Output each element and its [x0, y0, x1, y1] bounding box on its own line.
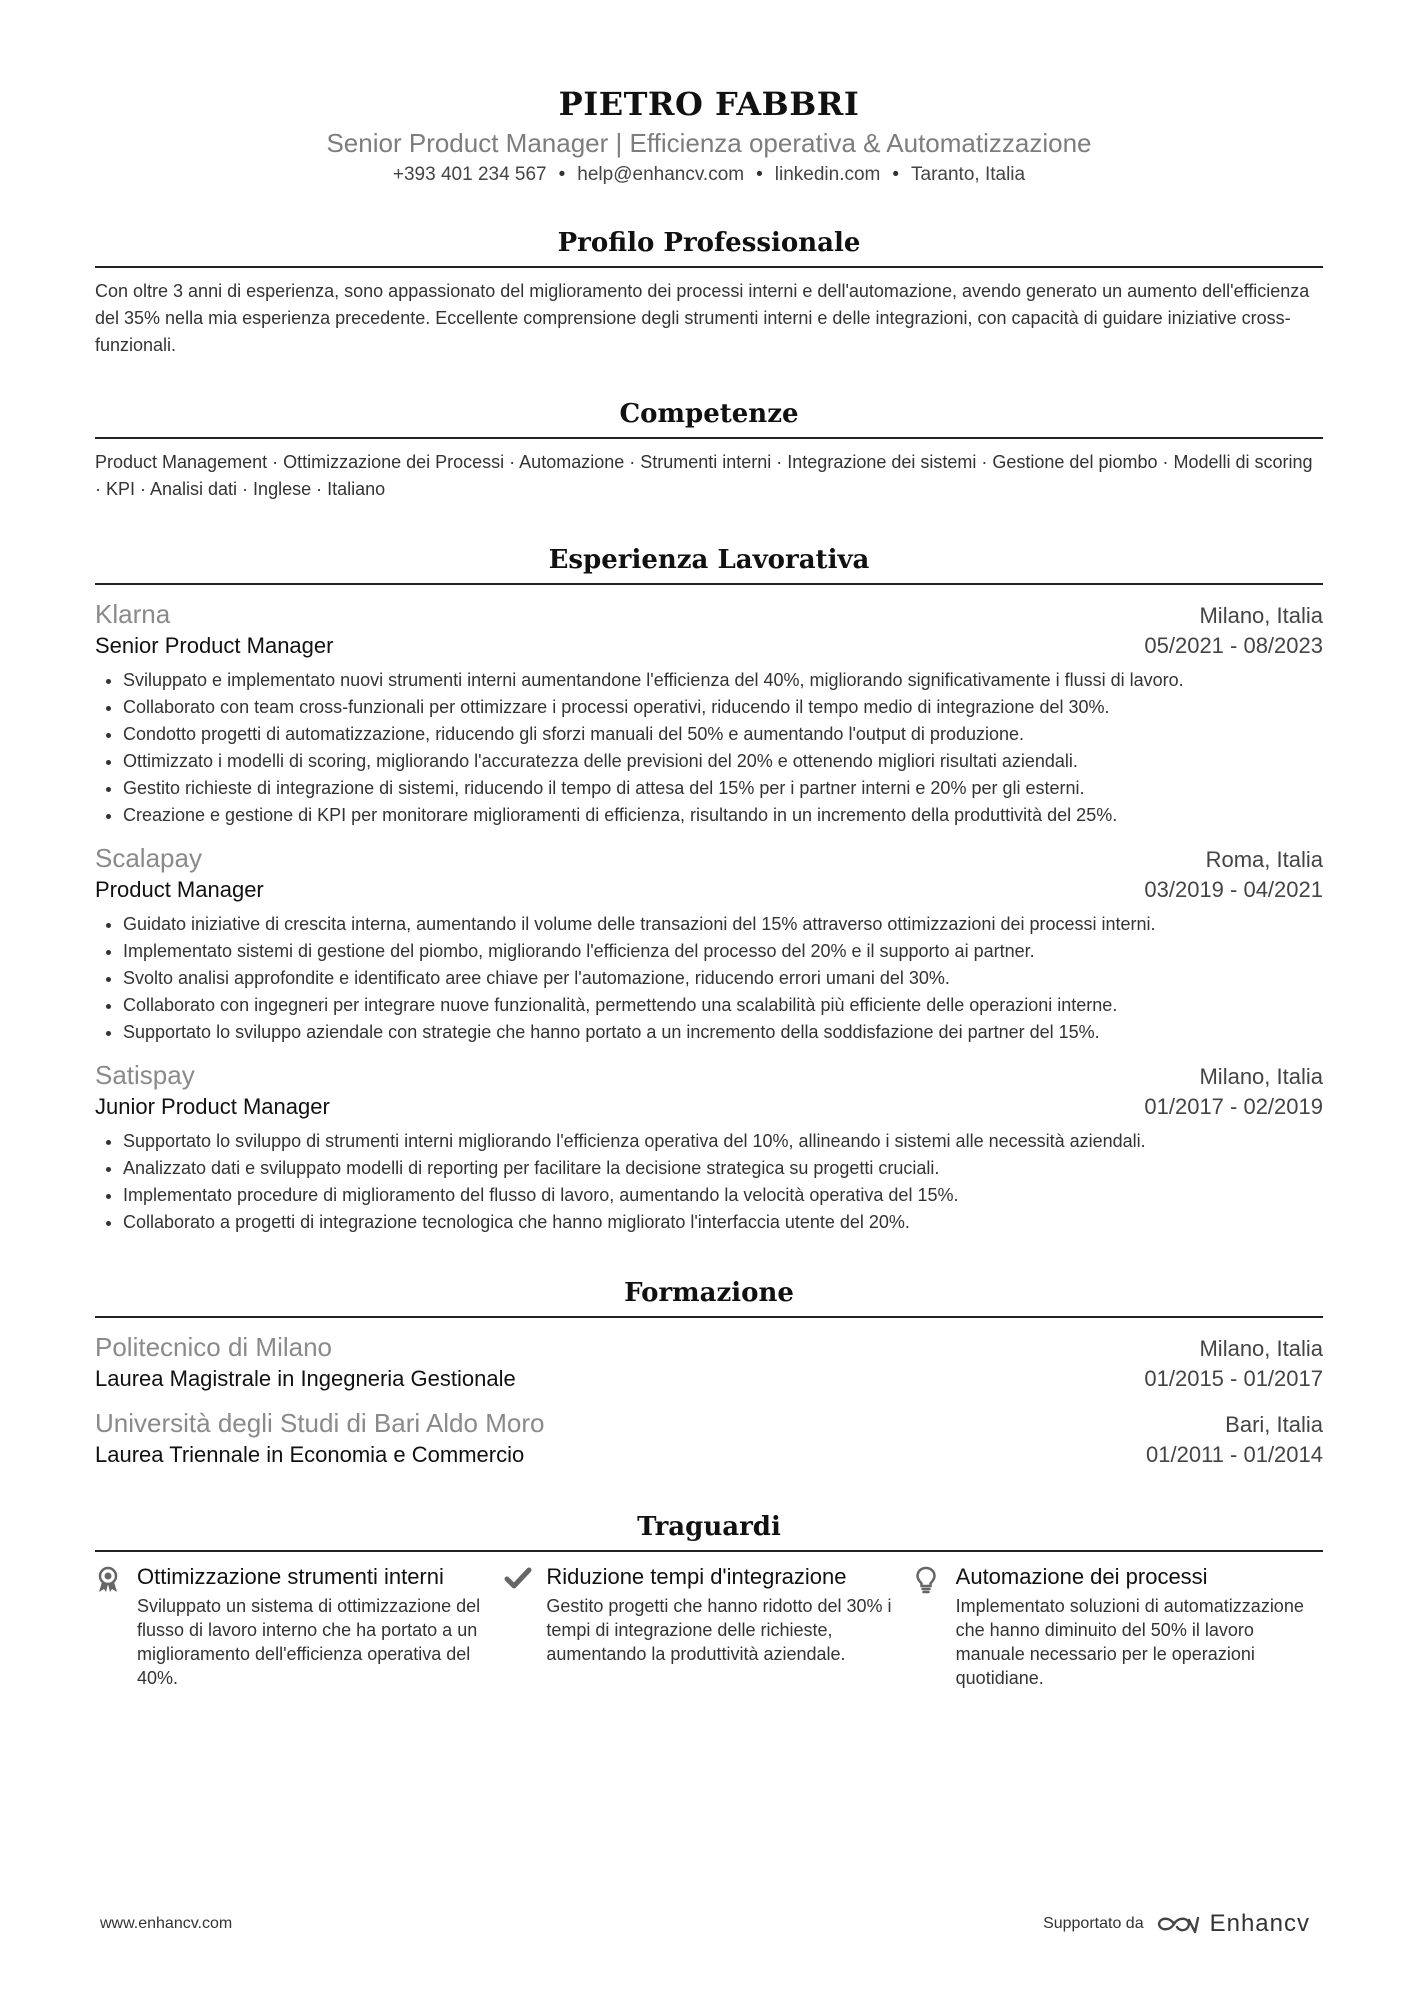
job-bullets: [95, 911, 1323, 1046]
bullet-item: • Svolto analisi approfondite e identificato aree chiave per l'automazione, riducendo errori umani del 30%.: [123, 965, 1323, 992]
bullet-item: • Ottimizzato i modelli di scoring, migliorando l'accuratezza delle previsioni del 20% e ottenendo migliori risultati aziendali.: [123, 748, 1323, 775]
footer-website[interactable]: www.enhancv.com: [100, 1915, 233, 1932]
contact-line: [95, 162, 1323, 188]
bullet-item: • Collaborato a progetti di integrazione tecnologica che hanno migliorato l'interfaccia utente del 20%.: [123, 1209, 1323, 1236]
powered-label: Supportato da: [1043, 1915, 1144, 1932]
job-role: Senior Product Manager: [95, 633, 334, 658]
contact-phone: +393 401 234 567: [392, 164, 547, 185]
school-location: Milano, Italia: [1199, 1336, 1323, 1361]
education-entry: [95, 1330, 1323, 1394]
section-title: Formazione: [95, 1276, 1323, 1318]
candidate-name: PIETRO FABBRI: [558, 85, 860, 123]
skills-list: Product Management · Ottimizzazione dei Processi · Automazione · Strumenti interni · Integrazione dei sistemi · Gestione del piombo · Modelli di scoring · KPI · Analisi dati · Inglese · Italiano: [95, 452, 1313, 499]
bullet-item: • Collaborato con team cross-funzionali per ottimizzare i processi operativi, riducendo il tempo medio di integrazione del 30%.: [123, 694, 1323, 721]
resume-header: [95, 0, 1323, 188]
page-footer: [100, 1910, 1310, 1938]
school-name: Università degli Studi di Bari Aldo Moro: [95, 1408, 545, 1438]
award-icon: [95, 1565, 121, 1593]
bullet-item: • Guidato iniziative di crescita interna, aumentando il volume delle transazioni del 15% attraverso ottimizzazioni dei processi interni.: [123, 911, 1323, 938]
achievement-item: [95, 1562, 504, 1690]
section-title: Competenze: [95, 397, 1323, 439]
bullet-item: • Creazione e gestione di KPI per monitorare miglioramenti di efficienza, risultando in un incremento della produttività del 25%.: [123, 802, 1323, 829]
achievement-item: [504, 1562, 913, 1690]
bullet-item: • Sviluppato e implementato nuovi strumenti interni aumentandone l'efficienza del 40%, migliorando significativamente i flussi di lavoro.: [123, 667, 1323, 694]
achievements-grid: [95, 1562, 1323, 1690]
section-title: Profilo Professionale: [95, 226, 1323, 268]
job-entry: [95, 597, 1323, 829]
skills-section: [95, 397, 1323, 503]
job-dates: 03/2019 - 04/2021: [1144, 877, 1323, 902]
job-dates: 05/2021 - 08/2023: [1144, 633, 1323, 658]
experience-section: [95, 543, 1323, 1236]
profile-text: Con oltre 3 anni di esperienza, sono appassionato del miglioramento dei processi interni e dell'automazione, avendo generato un aumento dell'efficienza del 35% nella mia esperienza precedente. Eccellente comprensione degli strumenti interni e delle integrazioni, con capacità di guidare iniziative cross-funzionali.: [95, 281, 1310, 355]
enhancv-brand: Enhancv: [1209, 1910, 1310, 1937]
job-dates: 01/2017 - 02/2019: [1144, 1094, 1323, 1119]
job-role: Product Manager: [95, 877, 264, 902]
check-icon: [504, 1565, 532, 1591]
lightbulb-icon: [914, 1565, 938, 1595]
section-title: Esperienza Lavorativa: [95, 543, 1323, 585]
achievement-title: Automazione dei processi: [955, 1564, 1208, 1589]
achievement-desc: Implementato soluzioni di automatizzazione che hanno diminuito del 50% il lavoro manuale necessario per le operazioni quotidiane.: [955, 1596, 1304, 1688]
bullet-item: • Supportato lo sviluppo aziendale con strategie che hanno portato a un incremento della soddisfazione dei partner del 15%.: [123, 1019, 1323, 1046]
bullet-item: • Gestito richieste di integrazione di sistemi, riducendo il tempo di attesa del 15% per i partner interni e 20% per gli esterni.: [123, 775, 1323, 802]
candidate-headline: Senior Product Manager | Efficienza operativa & Automatizzazione: [326, 128, 1092, 158]
bullet-item: • Implementato sistemi di gestione del piombo, migliorando l'efficienza del processo del 20% e il supporto ai partner.: [123, 938, 1323, 965]
bullet-item: • Analizzato dati e sviluppato modelli di reporting per facilitare la decisione strategica su progetti cruciali.: [123, 1155, 1323, 1182]
education-entry: [95, 1406, 1323, 1470]
degree-name: Laurea Triennale in Economia e Commercio: [95, 1442, 525, 1467]
achievement-desc: Sviluppato un sistema di ottimizzazione del flusso di lavoro interno che ha portato a un miglioramento dell'efficienza operativa del 40%.: [137, 1596, 481, 1688]
contact-email[interactable]: help@enhancv.com: [577, 164, 745, 185]
company-name: Klarna: [95, 599, 171, 629]
contact-linkedin[interactable]: linkedin.com: [774, 164, 881, 185]
bullet-item: • Collaborato con ingegneri per integrare nuove funzionalità, permettendo una scalabilità più efficiente delle operazioni interne.: [123, 992, 1323, 1019]
school-location: Bari, Italia: [1225, 1412, 1323, 1437]
bullet-item: • Implementato procedure di miglioramento del flusso di lavoro, aumentando la velocità operativa del 15%.: [123, 1182, 1323, 1209]
job-bullets: [95, 1128, 1323, 1236]
education-dates: 01/2015 - 01/2017: [1144, 1366, 1323, 1391]
job-location: Milano, Italia: [1199, 1064, 1323, 1089]
job-entry: [95, 841, 1323, 1046]
achievements-section: [95, 1510, 1323, 1690]
separator-dot: •: [756, 164, 763, 185]
separator-dot: •: [892, 164, 900, 185]
job-role: Junior Product Manager: [95, 1094, 330, 1119]
education-dates: 01/2011 - 01/2014: [1146, 1442, 1323, 1467]
job-bullets: [95, 667, 1323, 829]
enhancv-logo-icon: [1154, 1912, 1200, 1936]
job-entry: [95, 1058, 1323, 1236]
achievement-title: Riduzione tempi d'integrazione: [546, 1564, 847, 1589]
section-title: Traguardi: [95, 1510, 1323, 1552]
separator-dot: •: [558, 164, 566, 185]
school-name: Politecnico di Milano: [95, 1332, 333, 1362]
profile-section: [95, 226, 1323, 359]
company-name: Scalapay: [95, 843, 202, 873]
education-section: [95, 1276, 1323, 1470]
resume-content: [95, 0, 1323, 1690]
bullet-item: • Supportato lo sviluppo di strumenti interni migliorando l'efficienza operativa del 10%, allineando i sistemi alle necessità aziendali.: [123, 1128, 1323, 1155]
achievement-item: [914, 1562, 1323, 1690]
bullet-item: • Condotto progetti di automatizzazione, riducendo gli sforzi manuali del 50% e aumentando l'output di produzione.: [123, 721, 1323, 748]
achievement-desc: Gestito progetti che hanno ridotto del 30% i tempi di integrazione delle richieste, aumentando la produttività aziendale.: [546, 1596, 892, 1664]
degree-name: Laurea Magistrale in Ingegneria Gestionale: [95, 1366, 516, 1391]
contact-location: Taranto, Italia: [911, 164, 1026, 185]
company-name: Satispay: [95, 1060, 195, 1090]
job-location: Milano, Italia: [1199, 603, 1323, 628]
achievement-title: Ottimizzazione strumenti interni: [137, 1564, 444, 1589]
job-location: Roma, Italia: [1205, 847, 1323, 872]
powered-by: [1043, 1910, 1310, 1938]
